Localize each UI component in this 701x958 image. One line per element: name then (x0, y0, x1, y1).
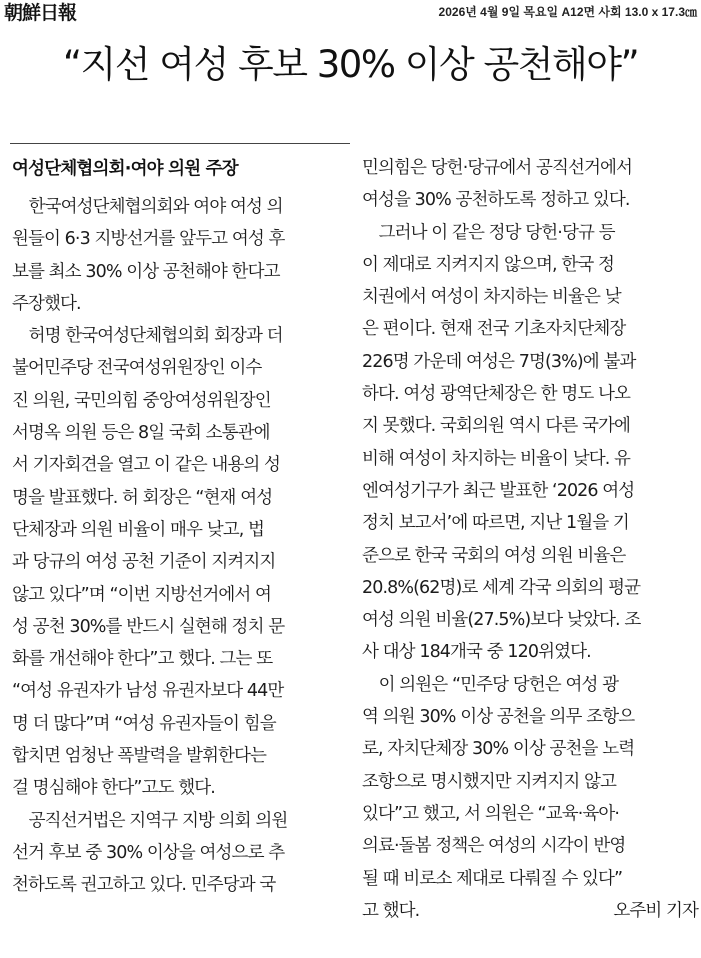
text-line: 과 당규의 여성 공천 기준이 지켜지지 (12, 552, 276, 573)
right-column-body (362, 152, 698, 895)
text-line: 이 의원은 “민주당 당헌은 여성 광 (362, 674, 619, 695)
text-line: 서명옥 의원 등은 8일 국회 소통관에 (12, 423, 270, 444)
text-line: 않고 있다”며 “이번 지방선거에서 여 (12, 584, 272, 605)
text-line: 성 공천 30%를 반드시 실현해 정치 문 (12, 616, 285, 637)
text-line: 하다. 여성 광역단체장은 한 명도 나오 (362, 384, 631, 405)
text-line: 준으로 한국 국회의 여성 의원 비율은 (362, 545, 626, 566)
text-line: 한국여성단체협의회와 여야 여성 의 (12, 197, 283, 217)
page-header (0, 0, 701, 26)
text-line: 불어민주당 전국여성위원장인 이수 (12, 358, 262, 379)
text-line: 의료·돌봄 정책은 여성의 시각이 반영 (362, 836, 626, 857)
text-line: 허명 한국여성단체협의회 회장과 더 (12, 326, 283, 347)
text-line: 민의힘은 당헌·당규에서 공직선거에서 (362, 158, 633, 178)
text-line: 단체장과 의원 비율이 매우 낮고, 법 (12, 519, 265, 540)
article-subhead: 여성단체협의회·여야 의원 주장 (12, 159, 238, 179)
text-line: 선거 후보 중 30% 이상을 여성으로 추 (12, 842, 285, 863)
text-line: 로, 자치단체장 30% 이상 공천을 노력 (362, 739, 635, 760)
text-line: 정치 보고서’에 따르면, 지난 1월을 기 (362, 513, 629, 534)
text-line: 엔여성기구가 최근 발표한 ‘2026 여성 (362, 480, 635, 501)
text-line: 서 기자회견을 열고 이 같은 내용의 성 (12, 455, 281, 476)
text-line: 보를 최소 30% 이상 공천해야 한다고 (12, 261, 280, 282)
text-line: 화를 개선해야 한다”고 했다. 그는 또 (12, 649, 273, 670)
text-line: 20.8%(62명)로 세계 각국 의회의 평균 (362, 577, 641, 598)
article-headline: “지선 여성 후보 30% 이상 공천해야” (62, 43, 639, 86)
text-line: 226명 가운데 여성은 7명(3%)에 불과 (362, 351, 636, 372)
newspaper-masthead: 朝鮮日報 (4, 2, 77, 24)
text-line: 사 대상 184개국 중 120위였다. (362, 642, 591, 663)
text-line: 걸 명심해야 한다”고도 했다. (12, 778, 215, 799)
text-line: 비해 여성이 차지하는 비율이 낮다. 유 (362, 448, 631, 469)
text-line: 원들이 6·3 지방선거를 앞두고 여성 후 (12, 229, 285, 250)
text-line: 역 의원 30% 이상 공천을 의무 조항으 (362, 707, 635, 728)
text-line: 이 제대로 지켜지지 않으며, 한국 정 (362, 254, 615, 275)
text-line: “여성 유권자가 남성 유권자보다 44만 (12, 681, 284, 702)
text-line: 주장했다. (12, 293, 81, 314)
left-column-body (12, 191, 348, 902)
text-line: 명을 발표했다. 허 회장은 “현재 여성 (12, 487, 273, 508)
text-line: 치권에서 여성이 차지하는 비율은 낮 (362, 287, 621, 308)
closing-row (362, 895, 698, 927)
byline: 오주비 기자 (613, 900, 698, 921)
text-line: 명 더 많다”며 “여성 유권자들이 힘을 (12, 713, 276, 734)
text-line: 진 의원, 국민의힘 중앙여성위원장인 (12, 390, 271, 411)
text-line: 그러나 이 같은 정당 당헌·당규 등 (362, 222, 615, 243)
subhead-rule (10, 143, 350, 144)
left-column (12, 150, 348, 902)
text-line: 있다”고 했고, 서 의원은 “교육·육아· (362, 803, 620, 824)
text-line: 될 때 비로소 제대로 다뤄질 수 있다” (362, 868, 623, 889)
text-line: 천하도록 권고하고 있다. 민주당과 국 (12, 875, 276, 896)
right-column (362, 152, 698, 927)
text-line: 은 편이다. 현재 전국 기초자치단체장 (362, 319, 626, 340)
text-line: 합치면 엄청난 폭발력을 발휘한다는 (12, 746, 267, 767)
edition-info: 2026년 4월 9일 목요일 A12면 사회 13.0 x 17.3㎝ (438, 5, 697, 19)
text-line: 여성을 30% 공천하도록 정하고 있다. (362, 190, 630, 211)
text-line: 지 못했다. 국회의원 역시 다른 국가에 (362, 416, 631, 437)
text-line: 공직선거법은 지역구 지방 의회 의원 (12, 810, 288, 831)
text-line: 조항으로 명시했지만 지켜지지 않고 (362, 771, 617, 792)
closing-text: 고 했다. (362, 900, 420, 921)
text-line: 여성 의원 비율(27.5%)보다 낮았다. 조 (362, 610, 641, 631)
